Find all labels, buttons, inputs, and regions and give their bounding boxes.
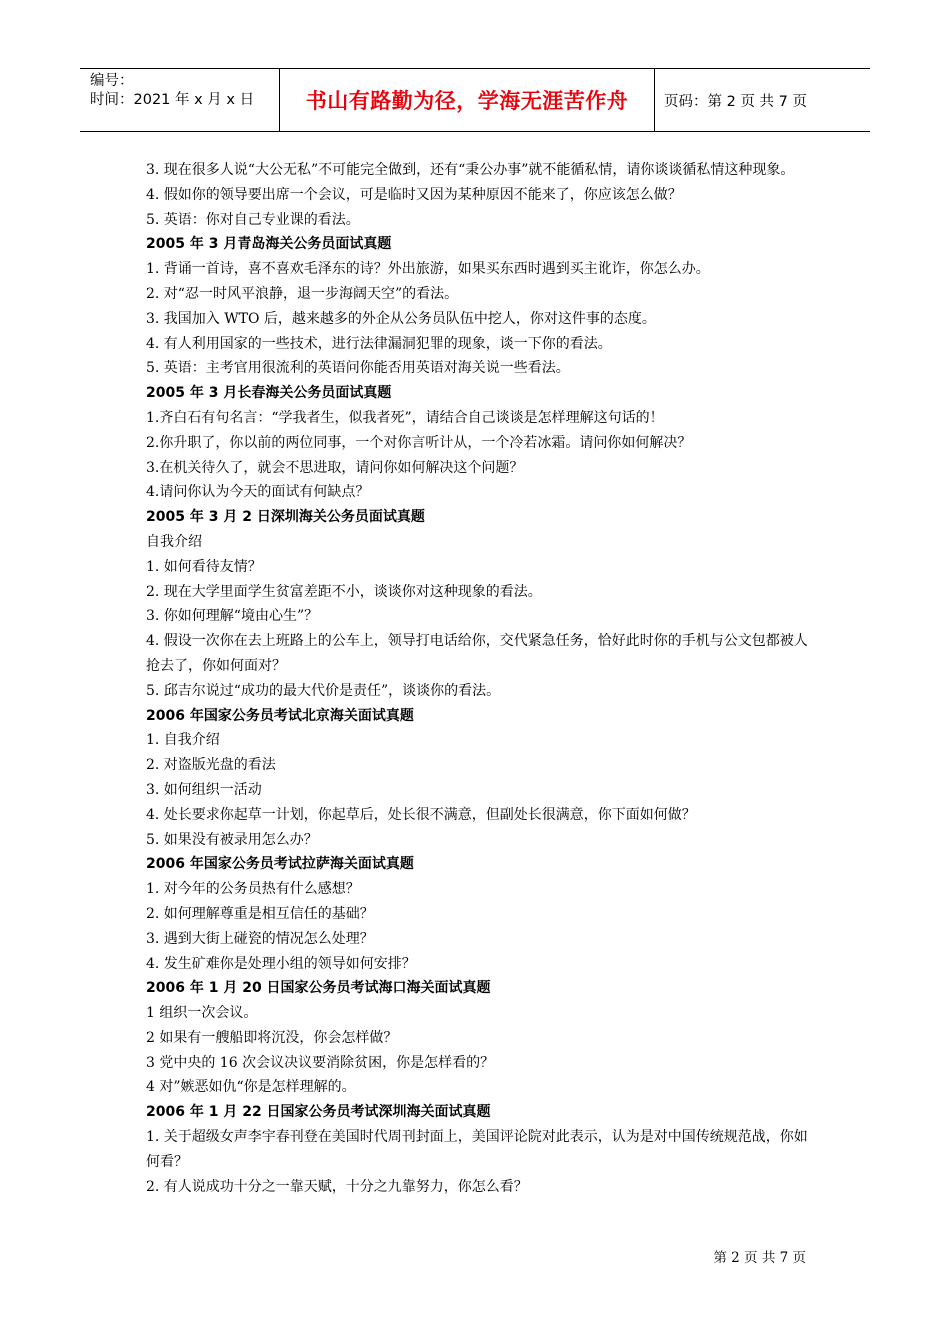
footer-page-number: 第 2 页 共 7 页 [713, 1250, 806, 1266]
question-item: 1. 背诵一首诗，喜不喜欢毛泽东的诗？外出旅游，如果买东西时遇到买主讹诈，你怎么办。 [146, 261, 710, 278]
question-item: 1.齐白石有句名言：“学我者生，似我者死”，请结合自己谈谈是怎样理解这句话的！ [146, 409, 664, 426]
question-item: 4 对”嫉恶如仇“你是怎样理解的。 [146, 1079, 356, 1096]
page-header [80, 68, 870, 132]
question-item: 5. 英语：你对自己专业课的看法。 [146, 211, 360, 228]
section-heading: 2005 年 3 月长春海关公务员面试真题 [146, 385, 392, 402]
question-item: 2 如果有一艘船即将沉没，你会怎样做？ [146, 1029, 398, 1046]
header-page-number: 页码：第 2 页 共 7 页 [664, 93, 807, 110]
section-heading: 2006 年 1 月 22 日国家公务员考试深圳海关面试真题 [146, 1104, 491, 1121]
question-item: 1 组织一次会议。 [146, 1005, 258, 1022]
question-item: 5. 邱吉尔说过“成功的最大代价是责任”，谈谈你的看法。 [146, 682, 501, 699]
question-item: 5. 英语：主考官用很流利的英语问你能否用英语对海关说一些看法。 [146, 360, 570, 377]
section-heading: 2005 年 3 月 2 日深圳海关公务员面试真题 [146, 509, 425, 526]
question-item: 3.在机关待久了，就会不思进取，请问你如何解决这个问题？ [146, 459, 524, 476]
question-item: 4. 有人利用国家的一些技术，进行法律漏洞犯罪的现象，谈一下你的看法。 [146, 335, 612, 352]
section-heading: 2006 年 1 月 20 日国家公务员考试海口海关面试真题 [146, 980, 491, 997]
header-motto: 书山有路勤为径，学海无涯苦作舟 [280, 69, 655, 131]
section-heading: 2006 年国家公务员考试北京海关面试真题 [146, 707, 414, 724]
header-meta [80, 69, 280, 131]
question-item: 3. 你如何理解“境由心生”？ [146, 608, 319, 625]
question-item: 3. 现在很多人说“大公无私”不可能完全做到，还有“秉公办事”就不能循私情，请你谈谈循私情这种现象。 [146, 162, 795, 178]
question-item: 4. 处长要求你起草一计划，你起草后，处长很不满意，但副处长很满意，你下面如何做？ [146, 806, 696, 823]
question-item: 3. 我国加入 WTO 后，越来越多的外企从公务员队伍中挖人，你对这件事的态度。 [146, 310, 656, 327]
question-item: 4.请问你认为今天的面试有何缺点？ [146, 484, 370, 501]
question-item: 4. 假如你的领导要出席一个会议，可是临时又因为某种原因不能来了，你应该怎么做？ [146, 186, 682, 203]
question-item: 2. 现在大学里面学生贫富差距不小，谈谈你对这种现象的看法。 [146, 583, 542, 600]
document-number-label: 编号： [90, 73, 134, 89]
document-body [146, 158, 816, 1199]
question-item: 4. 假设一次你在去上班路上的公车上，领导打电话给你，交代紧急任务，恰好此时你的手机与公文包都被人抢去了，你如何面对？ [146, 633, 808, 674]
question-item: 3. 如何组织一活动 [146, 781, 262, 798]
document-date-label: 时间：2021 年 x 月 x 日 [90, 92, 255, 108]
question-item: 2. 对“忍一时风平浪静，退一步海阔天空”的看法。 [146, 285, 459, 302]
question-item: 3 党中央的 16 次会议决议要消除贫困，你是怎样看的？ [146, 1054, 495, 1071]
question-item: 2. 如何理解尊重是相互信任的基础？ [146, 905, 374, 922]
question-item: 1. 关于超级女声李宇春刊登在美国时代周刊封面上，美国评论院对此表示，认为是对中国传统规范战，你如何看？ [146, 1129, 808, 1170]
question-item: 3. 遇到大街上碰瓷的情况怎么处理？ [146, 930, 374, 947]
question-item: 1. 对今年的公务员热有什么感想？ [146, 881, 360, 898]
section-heading: 2005 年 3 月青岛海关公务员面试真题 [146, 236, 392, 253]
question-item: 自我介绍 [146, 533, 202, 550]
question-item: 2.你升职了，你以前的两位同事，一个对你言听计从，一个冷若冰霜。请问你如何解决？ [146, 434, 692, 451]
question-item: 2. 有人说成功十分之一靠天赋，十分之九靠努力，你怎么看？ [146, 1178, 528, 1195]
question-item: 1. 自我介绍 [146, 732, 220, 749]
question-item: 5. 如果没有被录用怎么办？ [146, 831, 318, 848]
question-item: 1. 如何看待友情？ [146, 558, 262, 575]
question-item: 2. 对盗版光盘的看法 [146, 757, 276, 774]
section-heading: 2006 年国家公务员考试拉萨海关面试真题 [146, 856, 414, 873]
question-item: 4. 发生矿难你是处理小组的领导如何安排？ [146, 955, 416, 972]
